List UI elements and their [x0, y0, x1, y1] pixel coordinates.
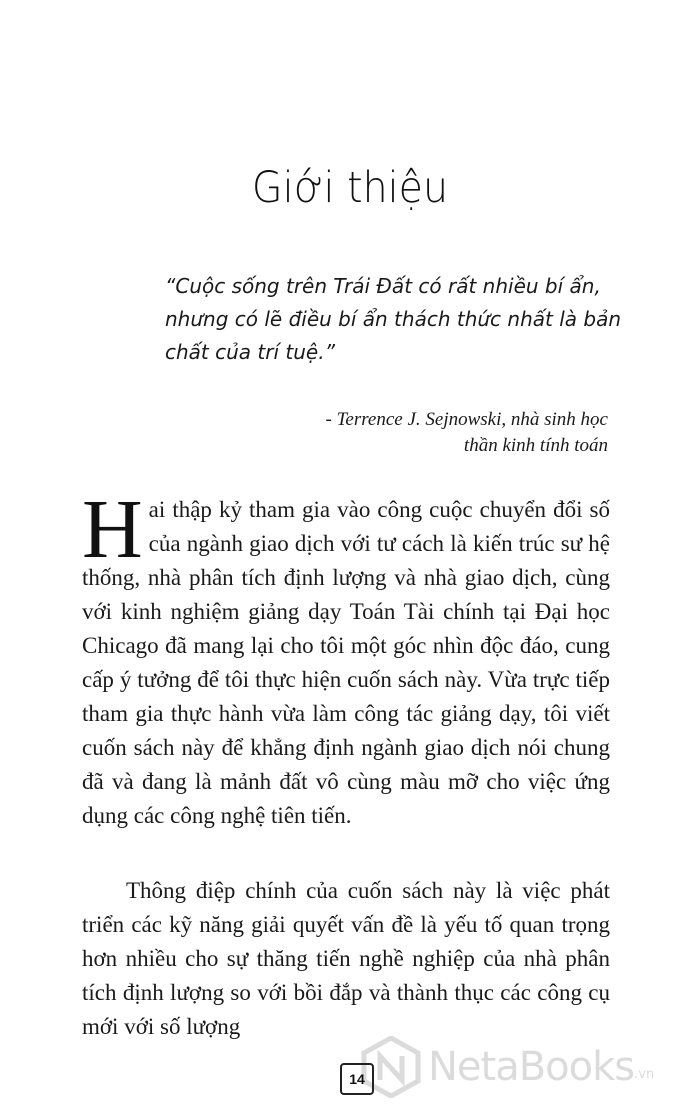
- body-paragraph-1: [82, 483, 610, 833]
- attribution-line-1: - Terrence J. Sejnowski, nhà sinh học: [325, 409, 608, 430]
- watermark-suffix: .vn: [634, 1067, 655, 1082]
- attribution-line-2: thần kinh tính toán: [463, 435, 608, 456]
- page-number: 14: [340, 1063, 374, 1095]
- paragraph-2-text: Thông điệp chính của cuốn sách này là việc phát triển các kỹ năng giải quyết vấn đề là yếu tố quan trọng hơn nhiều cho sự thăng tiến nghề nghiệp của nhà phân tích định lượng so với bồi đắp và thành thục các công cụ mới với số lượng: [82, 878, 610, 1039]
- body-paragraph-2: [82, 874, 610, 1044]
- epigraph-attribution: [326, 407, 609, 459]
- drop-cap: H: [82, 483, 143, 576]
- epigraph-quote: “Cuộc sống trên Trái Đất có rất nhiều bí ẩn, nhưng có lẽ điều bí ẩn thách thức nhất là bản chất của trí tuệ.”: [165, 274, 622, 364]
- watermark: [360, 1022, 680, 1112]
- watermark-text: NetaBooks: [428, 1044, 635, 1090]
- chapter-title: Giới thiệu: [251, 163, 449, 213]
- paragraph-1-text: ai thập kỷ tham gia vào công cuộc chuyển đổi số của ngành giao dịch với tư cách là kiến trúc sư hệ thống, nhà phân tích định lượng và nhà giao dịch, cùng với kinh nghiệm giảng dạy Toán Tài chính tại Đại học Chicago đã mang lại cho tôi một góc nhìn độc đáo, cung cấp ý tưởng để tôi thực hiện cuốn sách này. Vừa trực tiếp tham gia thực hành vừa làm công tác giảng dạy, tôi viết cuốn sách này để khẳng định ngành giao dịch nói chung đã và đang là mảnh đất vô cùng màu mỡ cho việc ứng dụng các công nghệ tiên tiến.: [82, 497, 610, 828]
